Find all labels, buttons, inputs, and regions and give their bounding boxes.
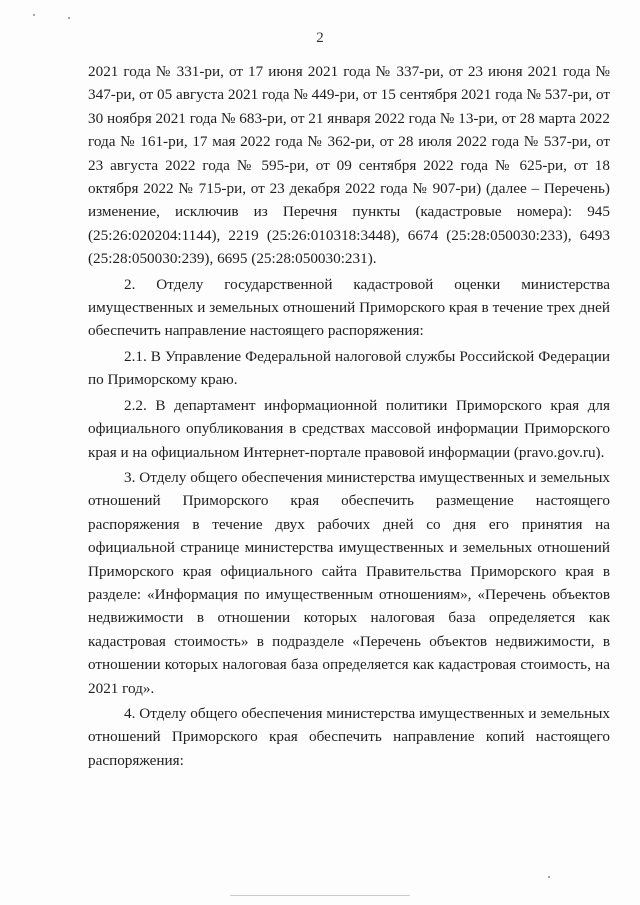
paragraph-item-2-2: 2.2. В департамент информационной политики Приморского края для официального опубликования в средствах массовой информации Приморского края и на официальном Интернет-портале правовой информации (pravo.gov.ru). [88, 396, 610, 461]
paragraph-continuation: 2021 года № 331-ри, от 17 июня 2021 года № 337-ри, от 23 июня 2021 года № 347-ри, от 05 августа 2021 года № 449-ри, от 15 сентября 2021 года № 537-ри, от 30 ноября 2021 года № 683-ри, от 21 января 2022 года № 13-ри, от 28 марта 2022 года № 161-ри, 17 мая 2022 года № 362-ри, от 28 июля 2022 года № 537-ри, от 23 августа 2022 года № 595-ри, от 09 сентября 2022 года № 625-ри, от 18 октября 2022 № 715-ри, от 23 декабря 2022 года № 907-ри) (далее – Перечень) изменение, исключив из Перечня пункты (кадастровые номера): 945 (25:26:020204:1144), 2219 (25:26:010318:3448), 6674 (25:28:050030:233), 6493 (25:28:050030:239), 6695 (25:28:050030:231). [88, 63, 610, 268]
paragraph-item-4: 4. Отделу общего обеспечения министерства имущественных и земельных отношений Приморского края обеспечить направление копий настоящего распоряжения: [88, 704, 610, 769]
scan-speck [68, 17, 70, 19]
paragraph-item-3: 3. Отделу общего обеспечения министерства имущественных и земельных отношений Приморского края обеспечить размещение настоящего распоряжения в течение двух рабочих дней со дня его принятия на официальной странице министерства имущественных и земельных отношений Приморского края официального сайта Правительства Приморского края в разделе: «Информация по имущественным отношениям», «Перечень объектов недвижимости в отношении которых налоговая база определяется как кадастровая стоимость» в подразделе «Перечень объектов недвижимости, в отношении которых налоговая база определяется как кадастровая стоимость, на 2021 год». [88, 468, 610, 697]
page-number: 2 [316, 30, 324, 46]
document-body [88, 60, 610, 772]
paragraph-item-2: 2. Отделу государственной кадастровой оценки министерства имущественных и земельных отношений Приморского края в течение трех дней обеспечить направление настоящего распоряжения: [88, 275, 610, 340]
scan-speck [548, 876, 550, 878]
scan-speck [33, 14, 35, 16]
paragraph-item-2-1: 2.1. В Управление Федеральной налоговой службы Российской Федерации по Приморскому краю. [88, 347, 610, 389]
scan-edge-line [230, 895, 410, 896]
